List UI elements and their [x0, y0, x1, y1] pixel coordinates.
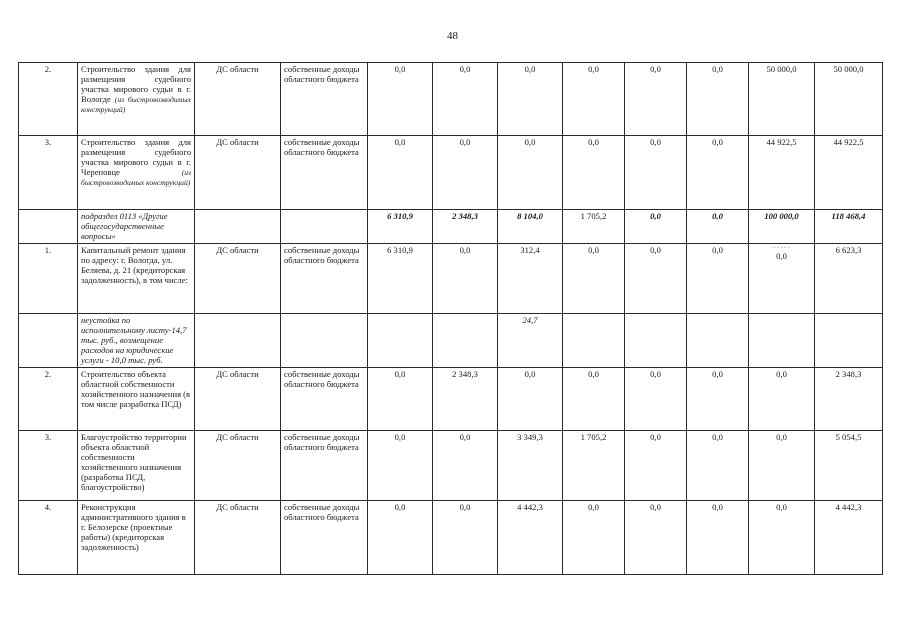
value-cell: 0,0: [625, 368, 687, 431]
executor-cell: [195, 210, 281, 244]
row-index: [19, 210, 78, 244]
value-cell: 0,0: [687, 63, 749, 136]
value-cell: 0,0: [563, 136, 625, 210]
executor-cell: ДС области: [195, 501, 281, 575]
value-cell: 0,0: [498, 368, 563, 431]
row-index: 1.: [19, 244, 78, 314]
funding-source-cell: собственные доходы областного бюджета: [281, 431, 368, 501]
value-cell: 100 000,0: [749, 210, 815, 244]
value-cell: 0,0: [749, 431, 815, 501]
budget-table: [18, 62, 883, 575]
value-cell: 2 348,3: [433, 210, 498, 244]
value-cell: [433, 314, 498, 368]
value-cell: 0,0: [368, 368, 433, 431]
value-cell: 0,0: [749, 368, 815, 431]
value-cell: 0,0: [687, 501, 749, 575]
executor-cell: [195, 314, 281, 368]
funding-source-cell: собственные доходы областного бюджета: [281, 368, 368, 431]
funding-source-cell: [281, 314, 368, 368]
total-cell: 118 468,4: [815, 210, 883, 244]
funding-source-cell: собственные доходы областного бюджета: [281, 244, 368, 314]
value-cell: 0,0: [625, 244, 687, 314]
value-cell: 24,7: [498, 314, 563, 368]
measure-name: Строительство здания для размещения судебного участка мирового судьи в г. Череповце (из быстровозводимых конструкций): [78, 136, 195, 210]
value-cell: [368, 314, 433, 368]
executor-cell: ДС области: [195, 63, 281, 136]
measure-name: Строительство здания для размещения судебного участка мирового судьи в г. Вологде (из быстровозводимых конструкций): [78, 63, 195, 136]
row-index: 4.: [19, 501, 78, 575]
table-row: [19, 368, 883, 431]
value-cell: 0,0: [368, 431, 433, 501]
value-cell: 1 705,2: [563, 210, 625, 244]
value-cell: 2 348,3: [433, 368, 498, 431]
table-row: [19, 501, 883, 575]
value-cell: 0,0: [433, 501, 498, 575]
value-cell: 0,0: [749, 501, 815, 575]
row-index: 2.: [19, 63, 78, 136]
funding-source-cell: собственные доходы областного бюджета: [281, 63, 368, 136]
value-cell: 6 310,9: [368, 210, 433, 244]
funding-source-cell: собственные доходы областного бюджета: [281, 501, 368, 575]
measure-note: (из быстровозводимых конструкций): [81, 168, 191, 187]
funding-source-cell: [281, 210, 368, 244]
value-cell: 0,0: [563, 244, 625, 314]
value-cell: 0,0: [563, 63, 625, 136]
total-cell: 4 442,3: [815, 501, 883, 575]
value-cell: [687, 314, 749, 368]
table-row: [19, 136, 883, 210]
value-cell: 0,0: [563, 368, 625, 431]
executor-cell: ДС области: [195, 244, 281, 314]
value-cell: 8 104,0: [498, 210, 563, 244]
value-cell: 0,0: [498, 63, 563, 136]
page-number: 48: [447, 30, 458, 42]
value-cell: 0,0: [433, 63, 498, 136]
value-cell: 6 310,9: [368, 244, 433, 314]
row-index: [19, 314, 78, 368]
value-cell: 0,0: [687, 244, 749, 314]
executor-cell: ДС области: [195, 136, 281, 210]
total-cell: 44 922,5: [815, 136, 883, 210]
value-cell: 3 349,3: [498, 431, 563, 501]
total-cell: 2 348,3: [815, 368, 883, 431]
total-cell: 50 000,0: [815, 63, 883, 136]
executor-cell: ДС области: [195, 431, 281, 501]
value-cell: 1 705,2: [563, 431, 625, 501]
value-cell: 44 922,5: [749, 136, 815, 210]
row-index: 3.: [19, 136, 78, 210]
row-index: 3.: [19, 431, 78, 501]
table-row: [19, 431, 883, 501]
row-index: 2.: [19, 368, 78, 431]
value-cell: 0,0: [687, 431, 749, 501]
value-cell: 0,0: [433, 244, 498, 314]
measure-name: Благоустройство территории объекта областной собственности хозяйственного назначения (разработка ПСД, благоустройство): [78, 431, 195, 501]
value-cell: 0,0: [498, 136, 563, 210]
dash-mark: - - - - -: [773, 245, 790, 251]
value-cell: 0,0: [687, 136, 749, 210]
table-row: [19, 314, 883, 368]
subtotal-row: [19, 210, 883, 244]
table-row: [19, 244, 883, 314]
total-cell: [815, 314, 883, 368]
value-cell: [625, 314, 687, 368]
measure-note: (из быстровозводимых конструкций): [81, 95, 191, 114]
total-cell: 5 054,5: [815, 431, 883, 501]
measure-name: Реконструкция административного здания в г. Белозерске (проектные работы) (кредиторская задолженность): [78, 501, 195, 575]
value-cell: 0,0: [433, 136, 498, 210]
value-cell: 0,0: [563, 501, 625, 575]
value-cell: 0,0: [625, 136, 687, 210]
value-cell: 0,0: [687, 210, 749, 244]
value-cell: [749, 314, 815, 368]
value-cell: 0,0: [625, 501, 687, 575]
value-cell: 0,0: [368, 501, 433, 575]
value-cell: 4 442,3: [498, 501, 563, 575]
executor-cell: ДС области: [195, 368, 281, 431]
value-cell: 0,0: [368, 63, 433, 136]
value-cell: 0,0: [625, 431, 687, 501]
value-cell: - - - - - 0,0: [749, 244, 815, 314]
value-cell: 0,0: [625, 63, 687, 136]
value-cell: [563, 314, 625, 368]
funding-source-cell: собственные доходы областного бюджета: [281, 136, 368, 210]
value-cell: 0,0: [625, 210, 687, 244]
value-cell: 312,4: [498, 244, 563, 314]
value-cell: 0,0: [433, 431, 498, 501]
subsection-name: подраздел 0113 «Другие общегосударственные вопросы»: [78, 210, 195, 244]
measure-name: Капитальный ремонт здания по адресу: г. Вологда, ул. Беляева, д. 21 (кредиторская задолженность), в том числе:: [78, 244, 195, 314]
measure-name: Строительство объекта областной собственности хозяйственного назначения (в том числе разработка ПСД): [78, 368, 195, 431]
value-cell: 0,0: [687, 368, 749, 431]
value-cell: 50 000,0: [749, 63, 815, 136]
value-cell: 0,0: [368, 136, 433, 210]
table-row: [19, 63, 883, 136]
measure-name: неустойка по исполнительному листу-14,7 тыс. руб., возмещение расходов на юридические услуги - 10,0 тыс. руб.: [78, 314, 195, 368]
total-cell: 6 623,3: [815, 244, 883, 314]
